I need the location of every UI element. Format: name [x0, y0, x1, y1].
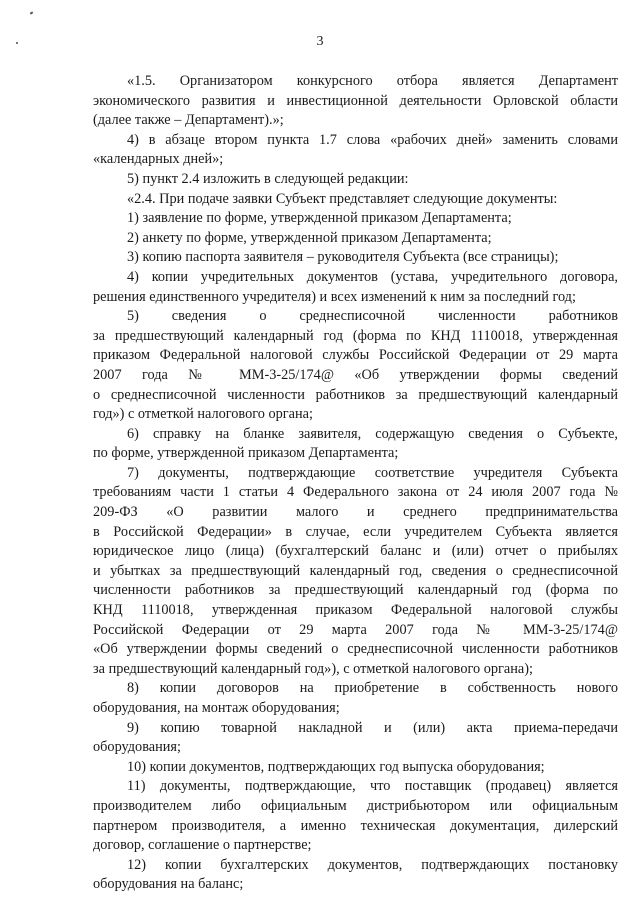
text-line: 10) копии документов, подтверждающих год выпуска оборудования; — [127, 758, 545, 775]
text-line: 7) документы, подтверждающие соответствие учредителя Субъекта — [127, 464, 618, 481]
text-line: 5) сведения о среднесписочной численности работников — [127, 308, 618, 325]
text-line: партнером производителя, а именно техническая документация, дилерский — [93, 817, 618, 834]
text-line: требованиям части 1 статьи 4 Федерального закона от 24 июля 2007 года № — [93, 484, 618, 501]
text-line: «2.4. При подаче заявки Субъект представляет следующие документы: — [127, 190, 558, 207]
text-line: 3) копию паспорта заявителя – руководителя Субъекта (все страницы); — [127, 249, 559, 266]
text-line: 4) копии учредительных документов (устава, учредительного договора, — [127, 268, 618, 285]
text-line: 5) пункт 2.4 изложить в следующей редакции: — [127, 170, 409, 187]
text-line: договор, соглашение о партнерстве; — [93, 837, 312, 854]
text-line: 11) документы, подтверждающие, что поставщик (продавец) является — [127, 778, 618, 795]
text-line: 12) копии бухгалтерских документов, подтверждающих постановку — [127, 856, 618, 873]
text-line: производителем либо официальным дистрибьютором или официальным — [93, 797, 618, 814]
text-line: приказом Федеральной налоговой службы Российской Федерации от 29 марта — [93, 347, 618, 364]
text-line: «1.5. Организатором конкурсного отбора является Департамент — [127, 73, 618, 89]
scan-speck — [30, 11, 34, 14]
text-line: 2) анкету по форме, утвержденной приказом Департамента; — [127, 229, 492, 246]
text-line: 4) в абзаце втором пункта 1.7 слова «рабочих дней» заменить словами — [127, 131, 618, 148]
text-line: оборудования на баланс; — [93, 876, 244, 893]
text-line: решения единственного учредителя) и всех изменений к ним за последний год; — [93, 288, 576, 305]
text-line: 2007 года № ММ-3-25/174@ «Об утверждении формы сведений — [93, 366, 618, 383]
text-line: 6) справку на бланке заявителя, содержащую сведения о Субъекте, — [127, 425, 618, 442]
text-line: (далее также – Департамент).»; — [93, 112, 284, 129]
text-line: Российской Федерации от 29 марта 2007 года № ММ-3-25/174@ — [93, 621, 618, 638]
text-line: за предшествующий календарный год (форма по КНД 1110018, утвержденная — [93, 327, 618, 344]
text-line: за предшествующий календарный год»), с отметкой налогового органа); — [93, 660, 533, 677]
text-line: 9) копию товарной накладной и (или) акта приема-передачи — [127, 719, 618, 736]
text-line: «календарных дней»; — [93, 151, 224, 168]
page-number: 3 — [316, 34, 324, 49]
text-line: экономического развития и инвестиционной деятельности Орловской области — [93, 92, 618, 109]
text-line: юридическое лицо (лица) (бухгалтерский баланс и (или) отчет о прибылях — [93, 543, 618, 560]
text-line: о среднесписочной численности работников за предшествующий календарный — [93, 386, 618, 403]
text-line: оборудования, на монтаж оборудования; — [93, 700, 340, 716]
text-line: и убытках за предшествующий календарный год, сведения о среднесписочной — [93, 562, 618, 579]
text-line: «Об утверждении формы сведений о среднесписочной численности работников — [93, 641, 618, 658]
text-line: год») с отметкой налогового органа; — [93, 406, 313, 423]
text-line: оборудования; — [93, 739, 181, 756]
text-line: КНД 1110018, утвержденная приказом Федеральной налоговой службы — [93, 602, 618, 619]
text-line: 209-ФЗ «О развитии малого и среднего предпринимательства — [93, 504, 618, 521]
document-body — [93, 72, 618, 895]
text-line: по форме, утвержденной приказом Департамента; — [93, 445, 399, 462]
text-line: численности работников за предшествующий календарный год (форма по — [93, 582, 618, 599]
text-line: в Российской Федерации» в случае, если учредителем Субъекта является — [93, 523, 618, 540]
text-line: 1) заявление по форме, утвержденной приказом Департамента; — [127, 210, 512, 227]
text-line: 8) копии договоров на приобретение в собственность нового — [127, 680, 618, 697]
